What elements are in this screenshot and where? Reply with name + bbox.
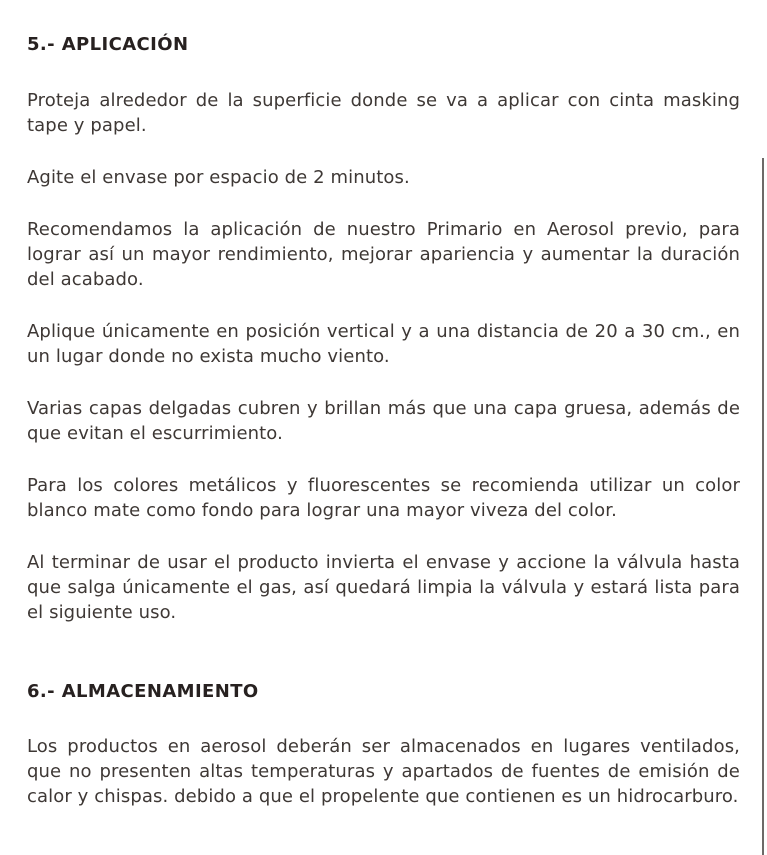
- paragraph-shake-can: Agite el envase por espacio de 2 minutos.: [27, 167, 410, 188]
- section-heading-almacenamiento: 6.- ALMACENAMIENTO: [27, 681, 259, 702]
- page-edge-rule: [762, 158, 764, 855]
- paragraph-clean-valve: Al terminar de usar el producto invierta el envase y accione la válvula hasta que salga únicamente el gas, así quedará limpia la válvula y estará lista para el siguiente uso.: [27, 552, 740, 623]
- paragraph-thin-coats: Varias capas delgadas cubren y brillan más que una capa gruesa, además de que evitan el escurrimiento.: [27, 398, 740, 444]
- paragraph-metallic-colors: Para los colores metálicos y fluorescentes se recomienda utilizar un color blanco mate como fondo para lograr una mayor viveza del color.: [27, 475, 740, 521]
- section-heading-aplicacion: 5.- APLICACIÓN: [27, 34, 189, 55]
- section-almacenamiento: [27, 681, 740, 809]
- paragraph-protect-surface: Proteja alrededor de la superficie donde se va a aplicar con cinta masking tape y papel.: [27, 90, 740, 136]
- paragraph-storage-conditions: Los productos en aerosol deberán ser almacenados en lugares ventilados, que no presenten altas temperaturas y apartados de fuentes de emisión de calor y chispas. debido a que el propelente que contienen es un hidrocarburo.: [27, 736, 740, 807]
- section-aplicacion: [27, 34, 740, 625]
- paragraph-primer-recommendation: Recomendamos la aplicación de nuestro Primario en Aerosol previo, para lograr así un mayor rendimiento, mejorar apariencia y aumentar la duración del acabado.: [27, 219, 740, 290]
- paragraph-vertical-position: Aplique únicamente en posición vertical y a una distancia de 20 a 30 cm., en un lugar donde no exista mucho viento.: [27, 321, 740, 367]
